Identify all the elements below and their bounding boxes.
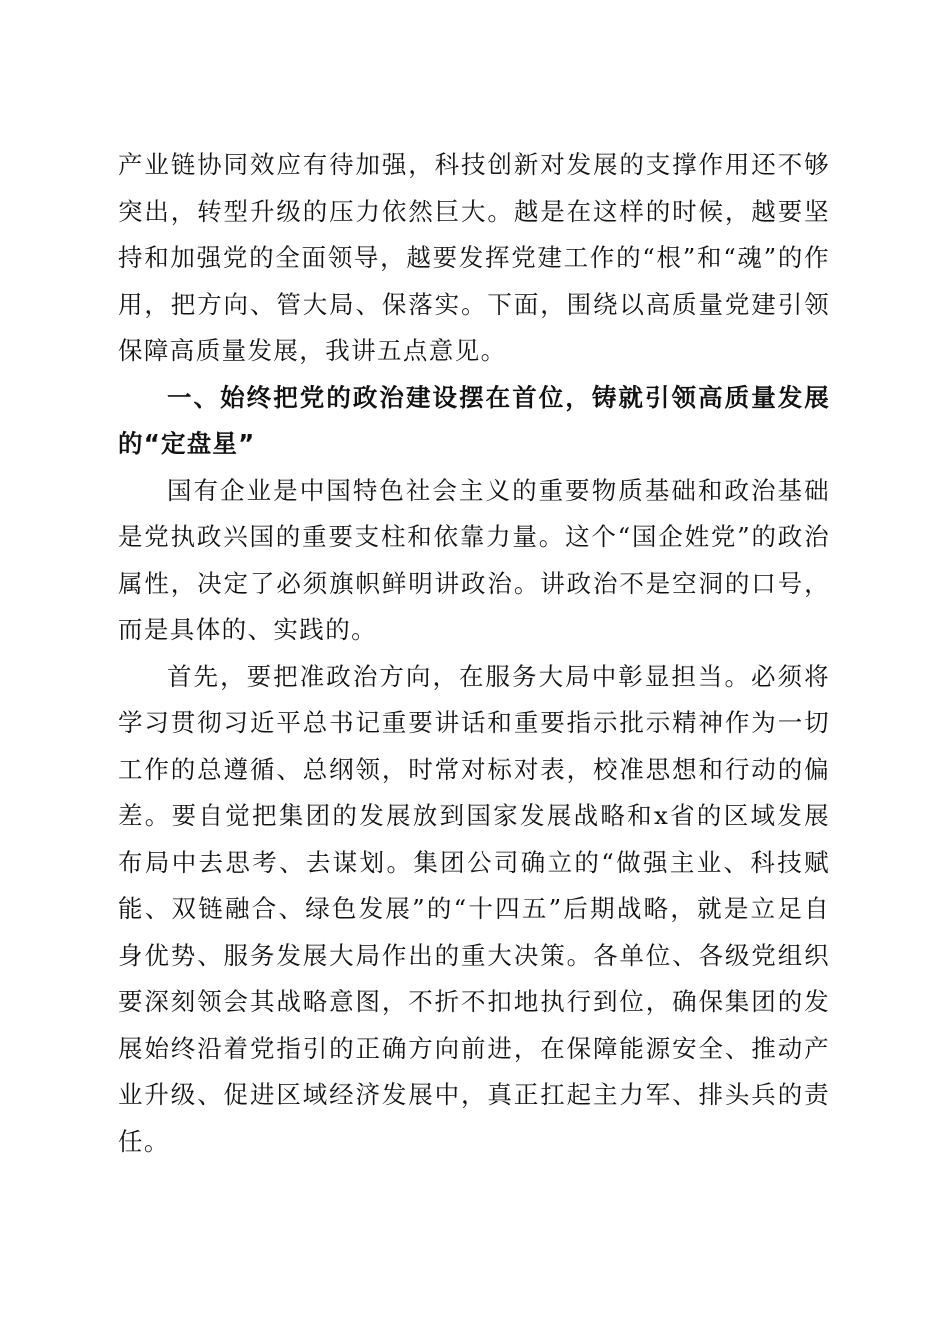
body-paragraph: 国有企业是中国特色社会主义的重要物质基础和政治基础是党执政兴国的重要支柱和依靠力量。这个“国企姓党”的政治属性，决定了必须旗帜鲜明讲政治。讲政治不是空洞的口号，而是具体的、实践的。 [118,475,830,644]
body-paragraph: 产业链协同效应有待加强，科技创新对发展的支撑作用还不够突出，转型升级的压力依然巨大。越是在这样的时候，越要坚持和加强党的全面领导，越要发挥党建工作的“根”和“魂”的作用，把方向、管大局、保落实。下面，围绕以高质量党建引领保障高质量发展，我讲五点意见。 [118,150,830,365]
section-heading: 一、始终把党的政治建设摆在首位，铸就引领高质量发展的“定盘星” [118,382,830,458]
body-paragraph: 首先，要把准政治方向，在服务大局中彰显担当。必须将学习贯彻习近平总书记重要讲话和重要指示批示精神作为一切工作的总遵循、总纲领，时常对标对表，校准思想和行动的偏差。要自觉把集团的发展放到国家发展战略和x省的区域发展布局中去思考、去谋划。集团公司确立的“做强主业、科技赋能、双链融合、绿色发展”的“十四五”后期战略，就是立足自身优势、服务发展大局作出的重大决策。各单位、各级党组织要深刻领会其战略意图，不折不扣地执行到位，确保集团的发展始终沿着党指引的正确方向前进，在保障能源安全、推动产业升级、促进区域经济发展中，真正扛起主力军、排头兵的责任。 [118,661,830,1156]
document-body [118,142,830,1165]
